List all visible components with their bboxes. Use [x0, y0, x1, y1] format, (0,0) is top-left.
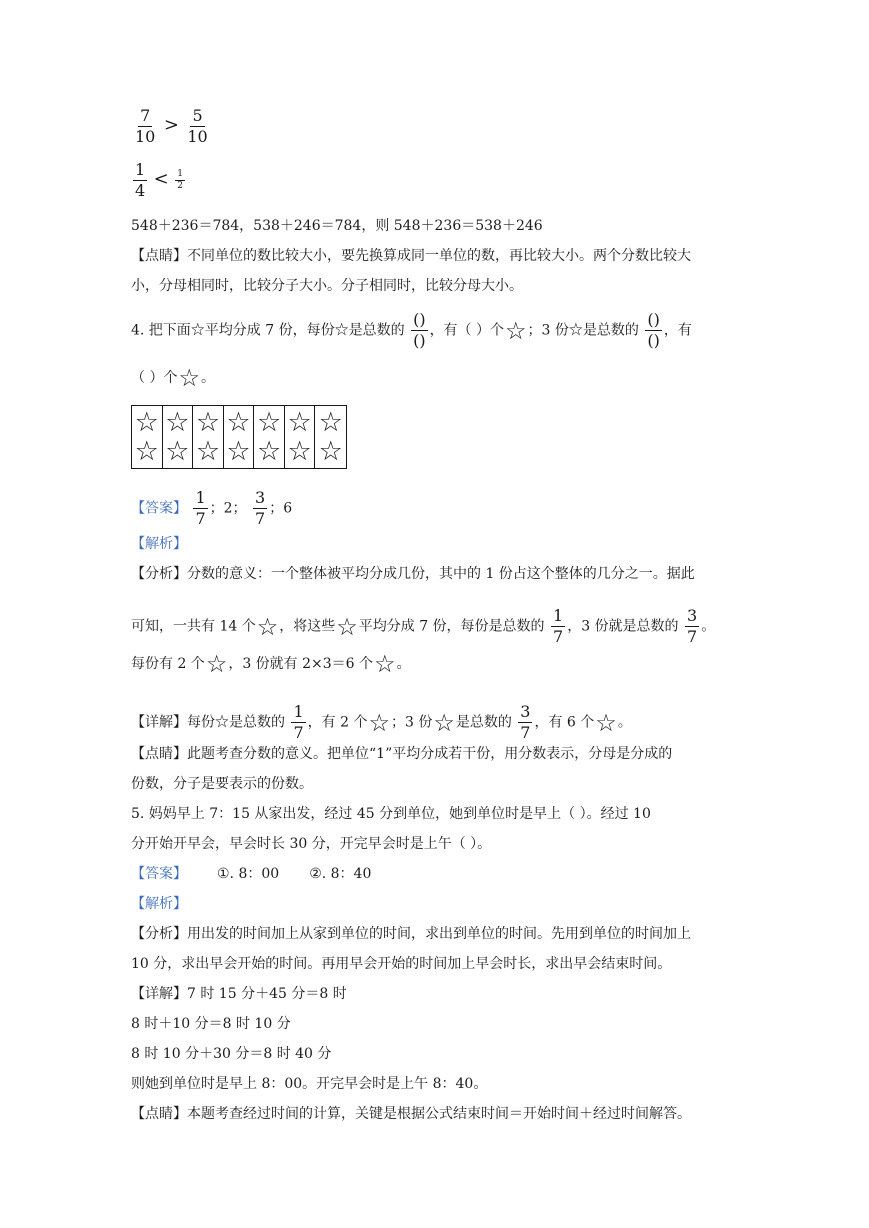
q5-question-line2: 分开始开早会，早会时长 30 分，开完早会时是上午（ ）。: [131, 836, 492, 852]
star-grid-column: [254, 406, 285, 468]
fraction: $\frac{3}{7}$: [520, 702, 531, 742]
q3-comment-line1: 【点睛】不同单位的数比较大小，要先换算成同一单位的数，再比较大小。两个分数比较大: [131, 248, 691, 264]
star-outline-icon: ☆: [287, 407, 312, 438]
blank-fraction: $\frac{()}{()}$: [647, 310, 660, 350]
fraction: $\frac{1}{7}$: [553, 606, 564, 646]
star-grid-column: [132, 406, 163, 468]
star-grid-column: [224, 406, 255, 468]
fraction: $\frac{5}{10}$: [187, 106, 208, 146]
q4-analysis-line1: 【分析】分数的意义：一个整体被平均分成几份，其中的 1 份占这个整体的几分之一。据此: [131, 566, 695, 582]
less-than-sign: <: [153, 168, 169, 190]
q4-comment-line1: 【点睛】此题考查分数的意义。把单位“1”平均分成若干份，用分数表示，分母是分成的: [131, 746, 673, 762]
q4-analysis-line3: 每份有 2 个☆，3 份就有 2×3＝6 个☆。: [131, 650, 411, 678]
q5-detail-line3: 8 时 10 分＋30 分＝8 时 40 分: [131, 1046, 332, 1062]
star-outline-icon: ☆: [256, 612, 279, 641]
star-outline-icon: ☆: [595, 708, 617, 737]
star-outline-icon: ☆: [134, 436, 159, 467]
star-outline-icon: ☆: [433, 708, 455, 737]
star-outline-icon: ☆: [195, 436, 221, 467]
q5-jiexi-tag: 【解析】: [131, 896, 187, 912]
fraction: $\frac{3}{7}$: [687, 606, 698, 646]
q5-question-line1: 5. 妈妈早上 7：15 从家出发，经过 45 分到单位，她到单位时是早上（ ）。经过 10: [131, 806, 651, 822]
comparison-1-4-1-2: [131, 160, 187, 201]
star-grid-column: [285, 406, 316, 468]
star-outline-icon: ☆: [195, 407, 221, 438]
q3-comment-line2: 小，分母相同时，比较分子大小。分子相同时，比较分母大小。: [131, 278, 523, 294]
star-outline-icon: ☆: [178, 364, 200, 392]
q5-comment-line1: 【点睛】本题考查经过时间的计算，关键是根据公式结束时间＝开始时间＋经过时间解答。: [131, 1106, 691, 1122]
comparison-7-10-5-10: [131, 106, 212, 147]
star-grid-column: [315, 406, 346, 468]
star-outline-icon: ☆: [318, 436, 343, 467]
q4-comment-line2: 份数，分子是要表示的份数。: [131, 776, 313, 792]
q5-detail-line2: 8 时＋10 分＝8 时 10 分: [131, 1016, 291, 1032]
q4-jiexi-tag: 【解析】: [131, 536, 187, 552]
star-outline-icon: ☆: [205, 650, 228, 678]
fraction: $\frac{7}{10}$: [135, 106, 156, 146]
fraction: $\frac{1}{7}$: [195, 488, 206, 528]
q5-analysis-line1: 【分析】用出发的时间加上从家到单位的时间，求出到单位的时间。先用到单位的时间加上: [131, 926, 691, 942]
star-outline-icon: ☆: [505, 316, 527, 345]
star-outline-icon: ☆: [226, 436, 251, 467]
q4-answer: 【答案】 $\frac{1}{7}$ ；2； $\frac{3}{7}$ ；6: [131, 488, 293, 528]
q4-analysis-line2: 可知，一共有 14 个☆，将这些☆平均分成 7 份，每份是总数的 $\frac{1}{7}$ ，3 份就是总数的 $\frac{3}{7}$ 。: [131, 606, 716, 646]
blank-fraction: $\frac{()}{()}$: [413, 310, 426, 350]
star-outline-icon: ☆: [256, 407, 282, 438]
q4-question-line1: 4. 把下面☆平均分成 7 份，每份☆是总数的 $\frac{()}{()}$ ，有（ ）个☆；3 份☆是总数的 $\frac{()}{()}$ ，有: [131, 310, 692, 350]
q5-analysis-line2: 10 分，求出早会开始的时间。再用早会开始的时间加上早会时长，求出早会结束时间。: [131, 956, 672, 972]
star-outline-icon: ☆: [374, 650, 396, 678]
q4-question-line2: （ ）个☆。: [131, 364, 215, 392]
star-grid: [131, 405, 347, 469]
fraction: $\frac{3}{7}$: [255, 488, 266, 528]
star-outline-icon: ☆: [226, 407, 251, 438]
star-outline-icon: ☆: [318, 407, 343, 438]
q5-answer: 【答案】 ①. 8：00 ②. 8：40: [131, 866, 372, 882]
star-grid-column: [163, 406, 194, 468]
greater-than-sign: >: [163, 114, 179, 136]
star-grid-column: [193, 406, 224, 468]
fraction: $\frac{1}{7}$: [293, 702, 304, 742]
q5-detail-line4: 则她到单位时是早上 8：00。开完早会时是上午 8：40。: [131, 1076, 488, 1092]
q4-detail: 【详解】每份☆是总数的 $\frac{1}{7}$ ，有 2 个☆；3 份☆是总数的 $\frac{3}{7}$ ，有 6 个☆。: [131, 702, 632, 742]
star-outline-icon: ☆: [165, 407, 190, 438]
equation-line: 548＋236＝784，538＋246＝784，则 548＋236＝538＋246: [131, 218, 543, 234]
star-outline-icon: ☆: [134, 407, 159, 438]
star-outline-icon: ☆: [368, 708, 390, 737]
star-outline-icon: ☆: [165, 436, 190, 467]
fraction: $\frac{1}{2}$: [177, 169, 183, 191]
q5-detail-line1: 【详解】7 时 15 分＋45 分＝8 时: [131, 986, 347, 1002]
star-outline-icon: ☆: [287, 436, 312, 467]
fraction: $\frac{1}{4}$: [135, 160, 146, 200]
star-outline-icon: ☆: [256, 436, 282, 467]
star-outline-icon: ☆: [336, 612, 358, 641]
